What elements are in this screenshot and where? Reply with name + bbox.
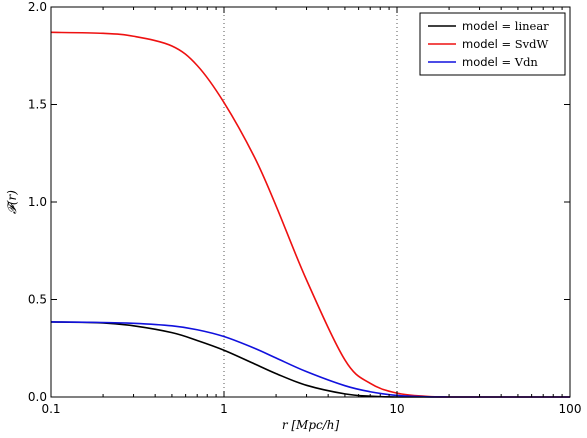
legend-label-prefix: model	[462, 55, 502, 69]
y-tick-label: 0.5	[27, 292, 47, 307]
x-tick-label: 100	[558, 402, 582, 416]
y-tick-label: 1.5	[27, 97, 47, 112]
grid	[224, 7, 397, 397]
legend-label-prefix: model	[462, 37, 502, 51]
legend-label	[462, 19, 549, 33]
y-tick-label: 1.0	[27, 195, 47, 209]
x-tick-label: 1	[220, 402, 228, 416]
legend-label-value: = linear	[501, 19, 549, 33]
y-tick-label: 0.0	[27, 390, 47, 404]
legend-label	[462, 37, 548, 51]
legend-label-prefix: model	[462, 19, 502, 33]
legend-label-value: = SvdW	[501, 37, 549, 51]
y-tick-label: 2.0	[27, 0, 47, 14]
series-layer	[51, 32, 570, 397]
series-line-1	[51, 322, 570, 397]
legend-label-value: = Vdn	[501, 55, 538, 69]
x-axis-title: r [Mpc/h]	[281, 418, 340, 432]
y-axis-title: 𝓕(r)	[5, 190, 19, 214]
x-tick-label: 0.1	[41, 402, 61, 416]
series-line-2	[51, 32, 570, 397]
x-tick-label: 10	[389, 402, 405, 416]
legend-label	[462, 55, 538, 69]
legend	[420, 13, 565, 75]
